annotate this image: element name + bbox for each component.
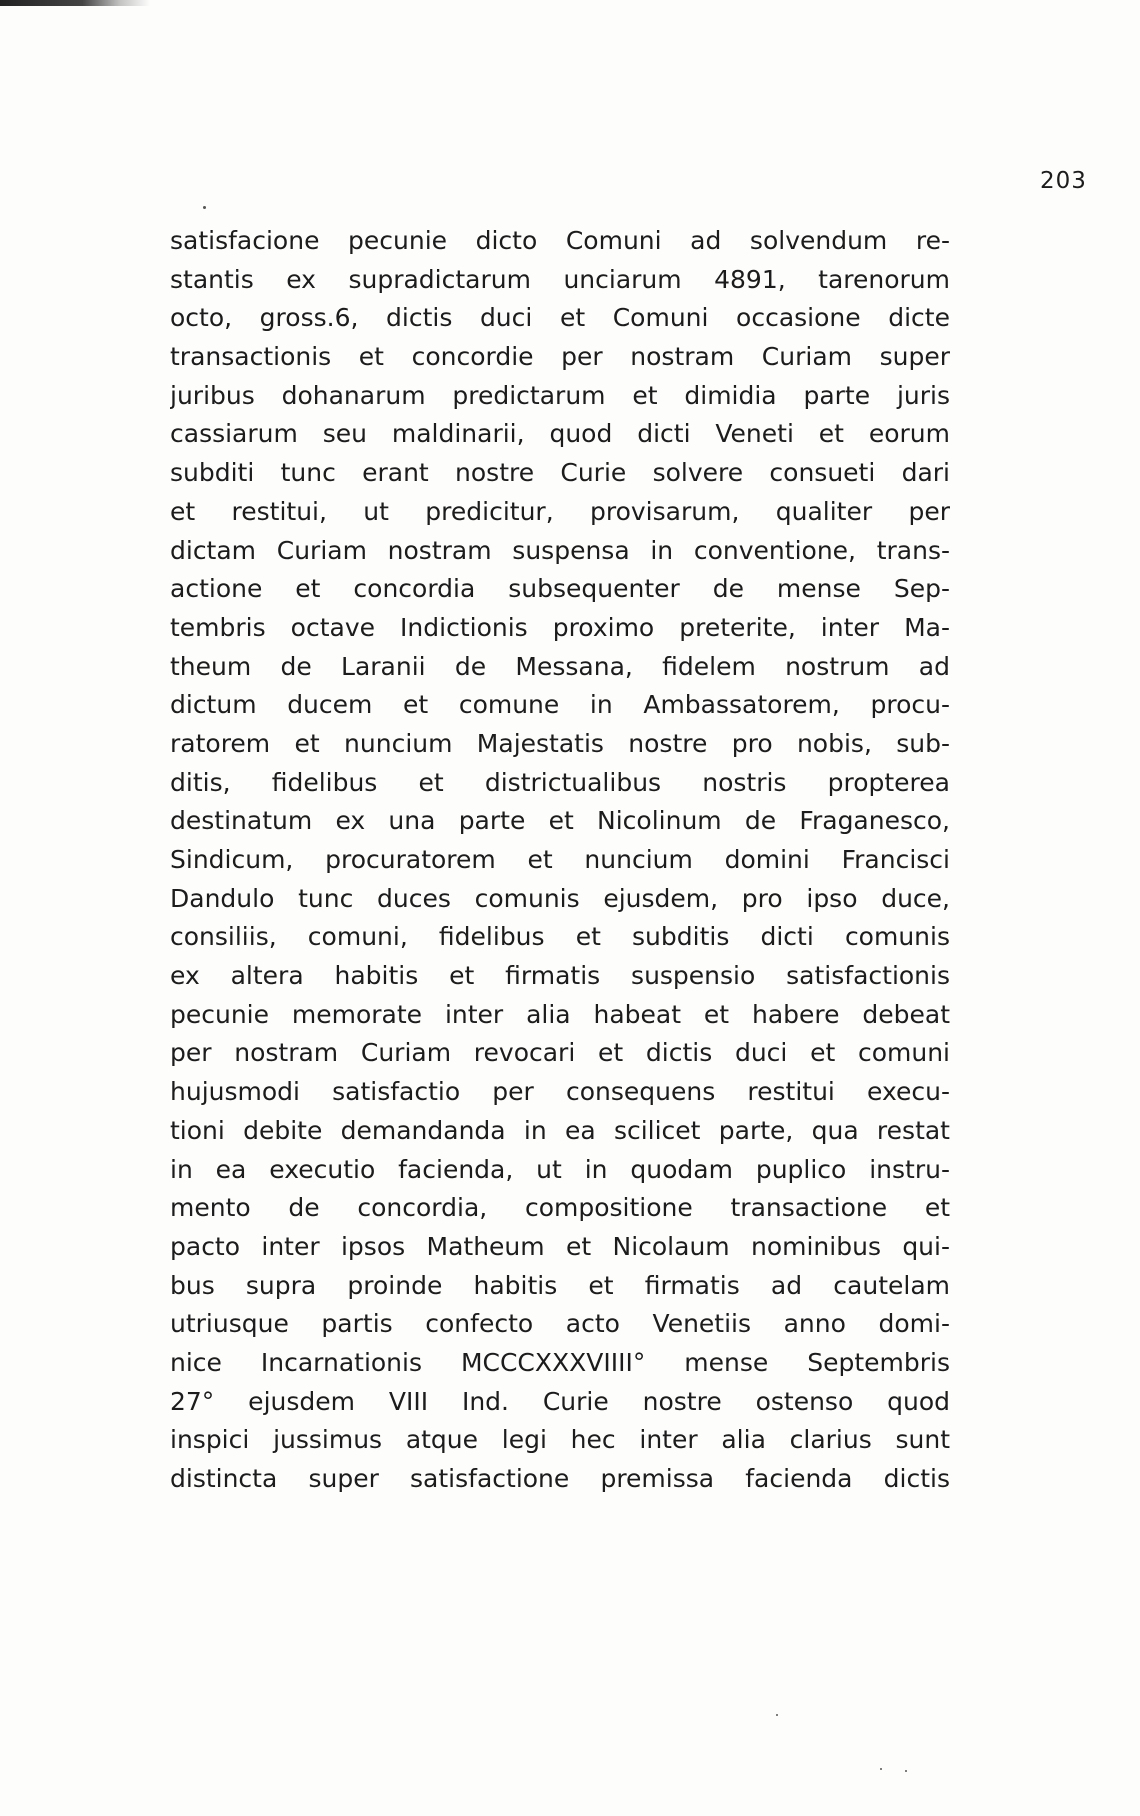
text-line: per nostram Curiam revocari et dictis duci et comuni (170, 1038, 950, 1068)
text-line: ratorem et nuncium Majestatis nostre pro nobis, sub- (170, 728, 950, 758)
text-line: bus supra proinde habitis et firmatis ad cautelam (170, 1270, 950, 1300)
text-line: ditis, fidelibus et districtualibus nostris propterea (170, 767, 950, 797)
text-line: destinatum ex una parte et Nicolinum de Fraganesco, (170, 806, 950, 836)
text-line: ex altera habitis et firmatis suspensio satisfactionis (170, 961, 950, 991)
text-line: dictum ducem et comune in Ambassatorem, procu- (170, 690, 950, 720)
text-line: dictam Curiam nostram suspensa in conventione, trans- (170, 535, 950, 565)
text-line: Dandulo tunc duces comunis ejusdem, pro ipso duce, (170, 883, 950, 913)
dust-speck (776, 1714, 778, 1716)
text-line: tioni debite demandanda in ea scilicet parte, qua restat (170, 1115, 950, 1145)
text-line: subditi tunc erant nostre Curie solvere consueti dari (170, 458, 950, 488)
text-line: Sindicum, procuratorem et nuncium domini Francisci (170, 845, 950, 874)
text-line: consiliis, comuni, fidelibus et subditis dicti comunis (170, 922, 950, 952)
text-line: utriusque partis confecto acto Venetiis anno domi- (170, 1309, 950, 1339)
text-line: nice Incarnationis MCCCXXXVIIII° mense Septembris (170, 1347, 950, 1377)
scan-edge-mark (0, 0, 150, 6)
text-line: satisfacione pecunie dicto Comuni ad solvendum re- (170, 226, 950, 255)
text-line: actione et concordia subsequenter de mense Sep- (170, 574, 950, 604)
text-line: cassiarum seu maldinarii, quod dicti Veneti et eorum (170, 419, 950, 449)
text-line: octo, gross.6, dictis duci et Comuni occasione dicte (170, 303, 950, 333)
text-line: transactionis et concordie per nostram Curiam super (170, 342, 950, 372)
text-line: theum de Laranii de Messana, fidelem nostrum ad (170, 651, 950, 681)
text-line: mento de concordia, compositione transactione et (170, 1193, 950, 1223)
text-line: stantis ex supradictarum unciarum 4891, tarenorum (170, 264, 950, 294)
body-text (170, 222, 950, 1499)
dust-speck (203, 206, 206, 209)
text-line: juribus dohanarum predictarum et dimidia parte juris (170, 380, 950, 410)
text-line: distincta super satisfactione premissa facienda dictis (170, 1464, 950, 1493)
text-line: in ea executio facienda, ut in quodam puplico instru- (170, 1154, 950, 1184)
text-line: inspici jussimus atque legi hec inter alia clarius sunt (170, 1425, 950, 1455)
text-line: tembris octave Indictionis proximo preterite, inter Ma- (170, 612, 950, 642)
text-line: pecunie memorate inter alia habeat et habere debeat (170, 999, 950, 1029)
dust-speck (880, 1768, 882, 1770)
text-line: 27° ejusdem VIII Ind. Curie nostre ostenso quod (170, 1386, 950, 1416)
text-line: et restitui, ut predicitur, provisarum, qualiter per (170, 496, 950, 526)
text-line: hujusmodi satisfactio per consequens restitui execu- (170, 1077, 950, 1107)
page-number: 203 (1040, 168, 1087, 194)
dust-speck (905, 1770, 907, 1772)
text-line: pacto inter ipsos Matheum et Nicolaum nominibus qui- (170, 1231, 950, 1261)
